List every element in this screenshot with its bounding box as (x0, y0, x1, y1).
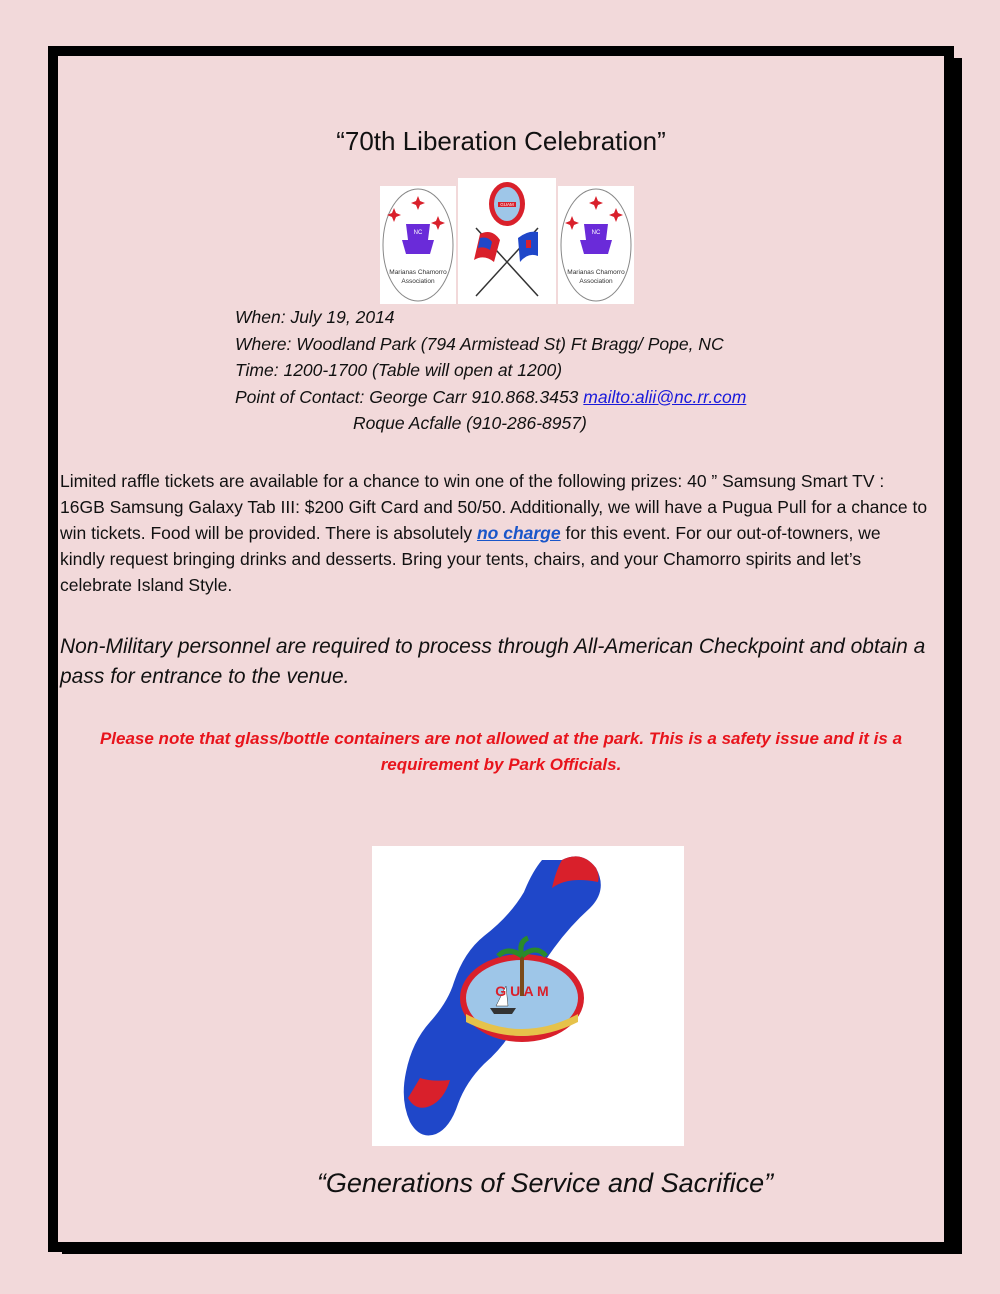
svg-text:G U A M: G U A M (495, 983, 549, 999)
svg-text:Association: Association (401, 278, 435, 285)
raffle-text-start: Limited raffle tickets are available for a chance to win one of the following prizes: 40 ” Samsung Smart TV : 16GB Samsung Galaxy Tab III: $200 Gift Card and 50/50. Additionally, we will have a Pugua Pull for a chance to win tickets. Food will be provided. There is absolutely (60, 471, 928, 543)
svg-text:NC: NC (591, 230, 601, 236)
svg-text:Marianas Chamorro: Marianas Chamorro (389, 269, 447, 276)
crossed-flags-icon (458, 178, 556, 304)
no-charge-link[interactable]: no charge (476, 523, 561, 543)
military-notice: Non-Military personnel are required to process through All-American Checkpoint and obtain a pass for entrance to the venue. (60, 635, 926, 688)
safety-note: Please note that glass/bottle containers are not allowed at the park. This is a safety issue and it is a requirement by Park Officials. (99, 729, 903, 774)
event-contact (235, 384, 746, 411)
event-where: Where: Woodland Park (794 Armistead St) Ft Bragg/ Pope, NC (235, 333, 724, 354)
logo-group (380, 178, 634, 304)
association-logo-left (380, 186, 456, 304)
contact-email-link[interactable]: mailto:alii@nc.rr.com (583, 386, 747, 407)
event-when: When: July 19, 2014 (235, 307, 395, 327)
association-logo-right (558, 186, 634, 304)
raffle-paragraph (60, 468, 930, 598)
association-logo-icon (380, 186, 456, 304)
event-details (235, 304, 746, 437)
event-time: Time: 1200-1700 (Table will open at 1200) (235, 360, 563, 380)
svg-text:NC: NC (413, 230, 423, 236)
guam-map-image (372, 846, 684, 1146)
association-logo-icon (558, 186, 634, 304)
slogan: “Generations of Service and Sacrifice” (316, 1168, 774, 1198)
event-title: “70th Liberation Celebration” (336, 126, 666, 156)
event-contact-secondary: Roque Acfalle (910-286-8957) (353, 413, 587, 433)
svg-text:Marianas Chamorro: Marianas Chamorro (567, 269, 625, 276)
guam-seal-flags-logo (458, 178, 556, 304)
contact-label: Point of Contact: George Carr 910.868.3453 (235, 386, 579, 407)
guam-map-icon (372, 846, 684, 1146)
svg-text:Association: Association (579, 278, 613, 285)
flyer-frame (48, 46, 954, 1252)
svg-text:GUAM: GUAM (500, 202, 514, 207)
raffle-text-end: for this event. For our out-of-towners, we kindly request bringing drinks and desserts. Bring your tents, chairs, and your Chamorro spirits and let’s celebrate Island Style. (60, 523, 881, 595)
